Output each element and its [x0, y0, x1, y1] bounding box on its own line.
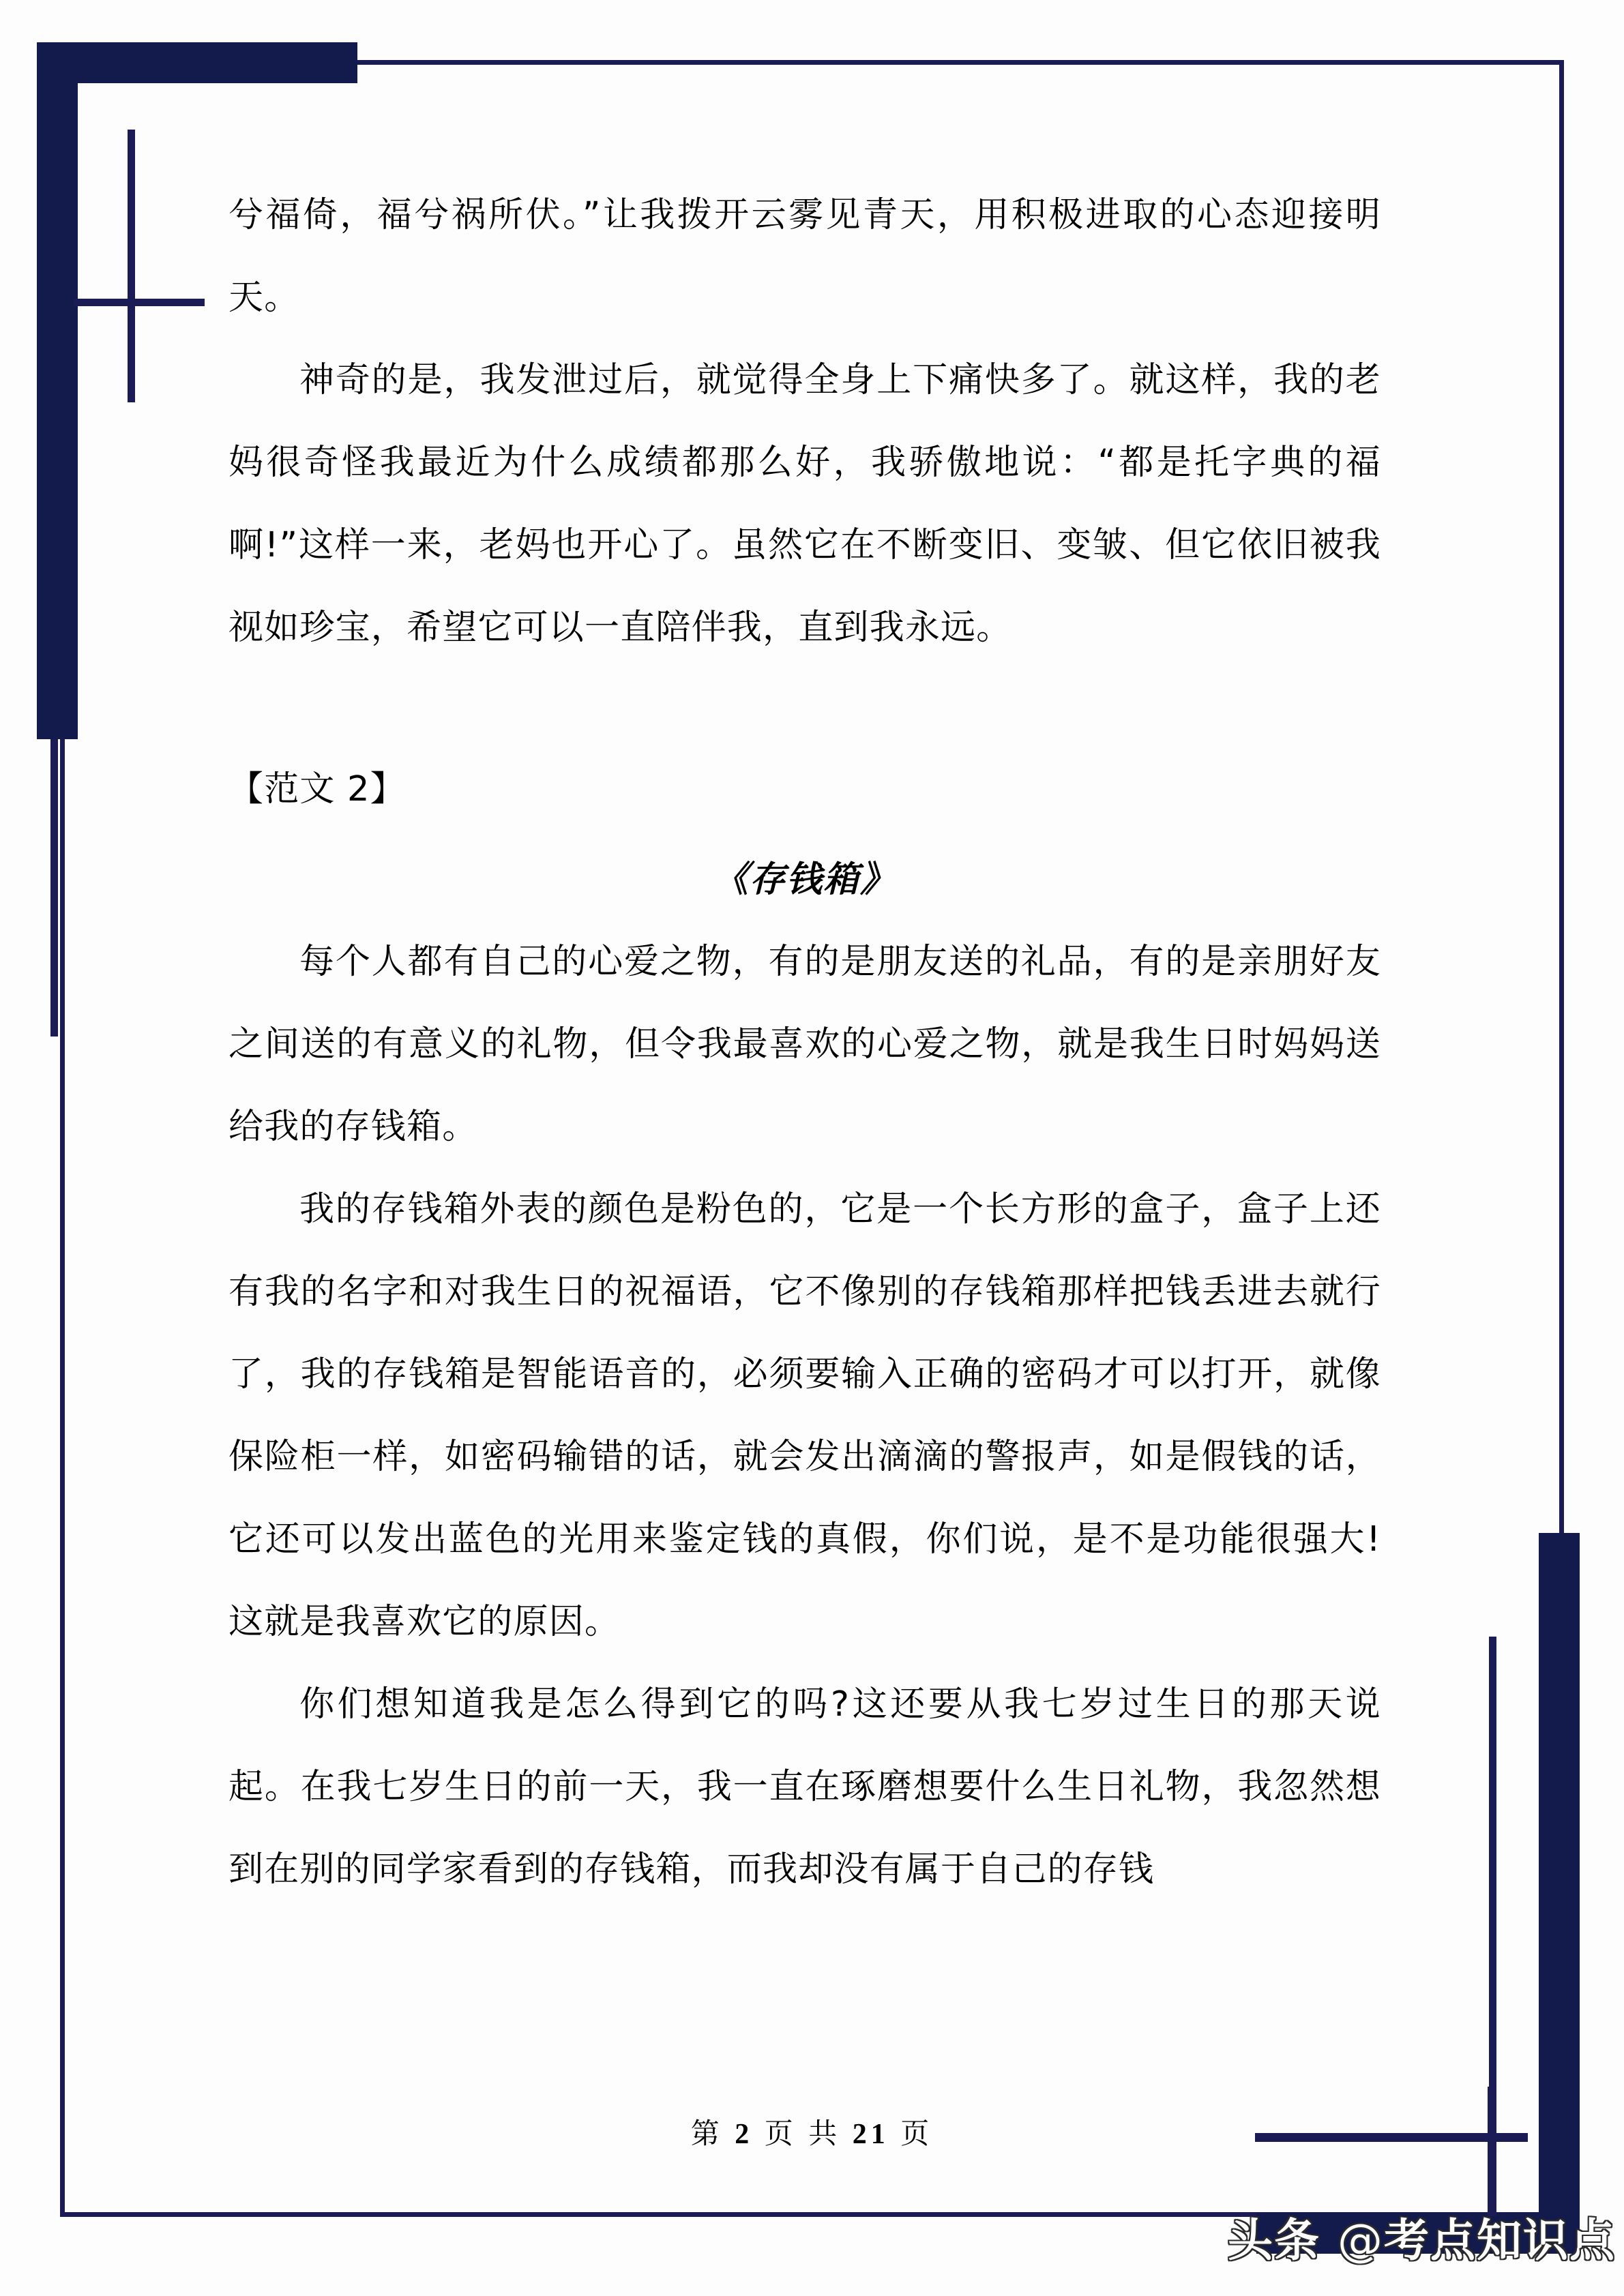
paragraph-2: 神奇的是，我发泄过后，就觉得全身上下痛快多了。就这样，我的老妈很奇怪我最近为什么成绩都那么好，我骄傲地说：“都是托字典的福啊!”这样一来，老妈也开心了。虽然它在不断变旧、变皱、但它依旧被我视如珍宝，希望它可以一直陪伴我，直到我永远。 — [228, 360, 1381, 648]
footer-total-pages: 21 — [852, 2119, 889, 2150]
top-left-bracket-tail — [50, 739, 58, 1037]
section-spacer — [228, 669, 1381, 748]
top-left-cross-horizontal — [74, 299, 205, 306]
essay-title: 《存钱箱》 — [712, 859, 897, 900]
footer-prefix: 第 — [690, 2119, 724, 2150]
footer-suffix: 页 — [900, 2119, 934, 2150]
footer-current-page: 2 — [735, 2119, 754, 2150]
document-body — [228, 174, 1381, 1911]
watermark-account: 考点知识点 — [1383, 2214, 1616, 2267]
essay-paragraph-3: 你们想知道我是怎么得到它的吗?这还要从我七岁过生日的那天说起。在我七岁生日的前一天，我一直在琢磨想要什么生日礼物，我忽然想到在别的同学家看到的存钱箱，而我却没有属于自己的存钱 — [228, 1684, 1381, 1890]
title-spacer — [228, 831, 1381, 839]
watermark-at-symbol: @ — [1337, 2214, 1384, 2267]
page-footer — [0, 2111, 1624, 2152]
essay-paragraph-2: 我的存钱箱外表的颜色是粉色的，它是一个长方形的盒子，盒子上还有我的名字和对我生日的祝福语，它不像别的存钱箱那样把钱丢进去就行了，我的存钱箱是智能语音的，必须要输入正确的密码才可以打开，就像保险柜一样，如密码输错的话，就会发出滴滴的警报声，如是假钱的话，它还可以发出蓝色的光用来鉴定钱的真假，你们说，是不是功能很强大!这就是我喜欢它的原因。 — [228, 1189, 1381, 1642]
top-left-bracket-vertical — [37, 42, 78, 739]
watermark — [1228, 2204, 1616, 2269]
footer-middle: 页 共 — [764, 2119, 842, 2150]
essay-paragraph-1: 每个人都有自己的心爱之物，有的是朋友送的礼品，有的是亲朋好友之间送的有意义的礼物，但令我最喜欢的心爱之物，就是我生日时妈妈送给我的存钱箱。 — [228, 942, 1381, 1147]
watermark-platform: 头条 — [1228, 2214, 1320, 2267]
top-left-bracket-horizontal — [37, 42, 357, 83]
paragraph-continuation: 兮福倚，福兮祸所伏。”让我拨开云雾见青天，用积极进取的心态迎接明天。 — [228, 195, 1381, 318]
bottom-right-bracket-tail — [1489, 1637, 1496, 2114]
top-left-cross-vertical — [128, 130, 135, 402]
section-tag-fanwen-2: 【范文 2】 — [228, 769, 406, 809]
